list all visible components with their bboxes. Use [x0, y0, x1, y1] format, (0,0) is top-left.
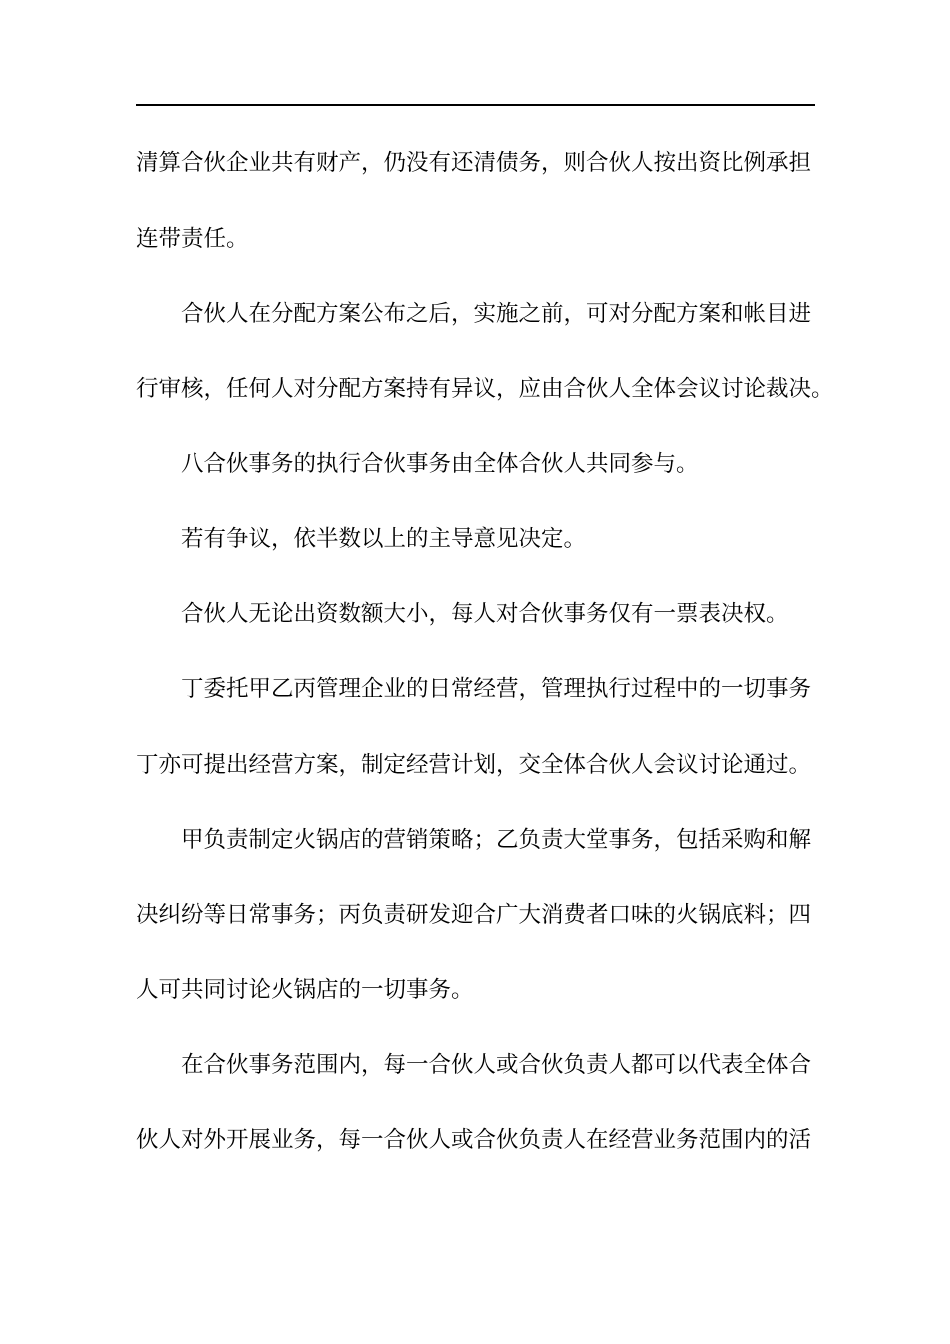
- text-line: 行审核，任何人对分配方案持有异议，应由合伙人全体会议讨论裁决。: [136, 376, 834, 402]
- text-line: 决纠纷等日常事务；丙负责研发迎合广大消费者口味的火锅底料；四: [136, 902, 812, 928]
- paragraph-start-line: 在合伙事务范围内，每一合伙人或合伙负责人都可以代表全体合: [181, 1052, 812, 1078]
- paragraph-start-line: 合伙人无论出资数额大小，每人对合伙事务仅有一票表决权。: [181, 601, 789, 627]
- text-line: 丁亦可提出经营方案，制定经营计划，交全体合伙人会议讨论通过。: [136, 752, 812, 778]
- text-line: 连带责任。: [136, 226, 249, 252]
- text-line: 人可共同讨论火锅店的一切事务。: [136, 977, 474, 1003]
- paragraph-start-line: 合伙人在分配方案公布之后，实施之前，可对分配方案和帐目进: [181, 301, 812, 327]
- paragraph-start-line: 八合伙事务的执行合伙事务由全体合伙人共同参与。: [181, 451, 699, 477]
- paragraph-start-line: 若有争议，依半数以上的主导意见决定。: [181, 526, 587, 552]
- text-line: 伙人对外开展业务，每一合伙人或合伙负责人在经营业务范围内的活: [136, 1127, 812, 1153]
- paragraph-start-line: 甲负责制定火锅店的营销策略；乙负责大堂事务，包括采购和解: [181, 827, 812, 853]
- paragraph-start-line: 丁委托甲乙丙管理企业的日常经营，管理执行过程中的一切事务: [181, 676, 812, 702]
- header-rule: [136, 104, 815, 106]
- text-line: 清算合伙企业共有财产，仍没有还清债务，则合伙人按出资比例承担: [136, 150, 812, 176]
